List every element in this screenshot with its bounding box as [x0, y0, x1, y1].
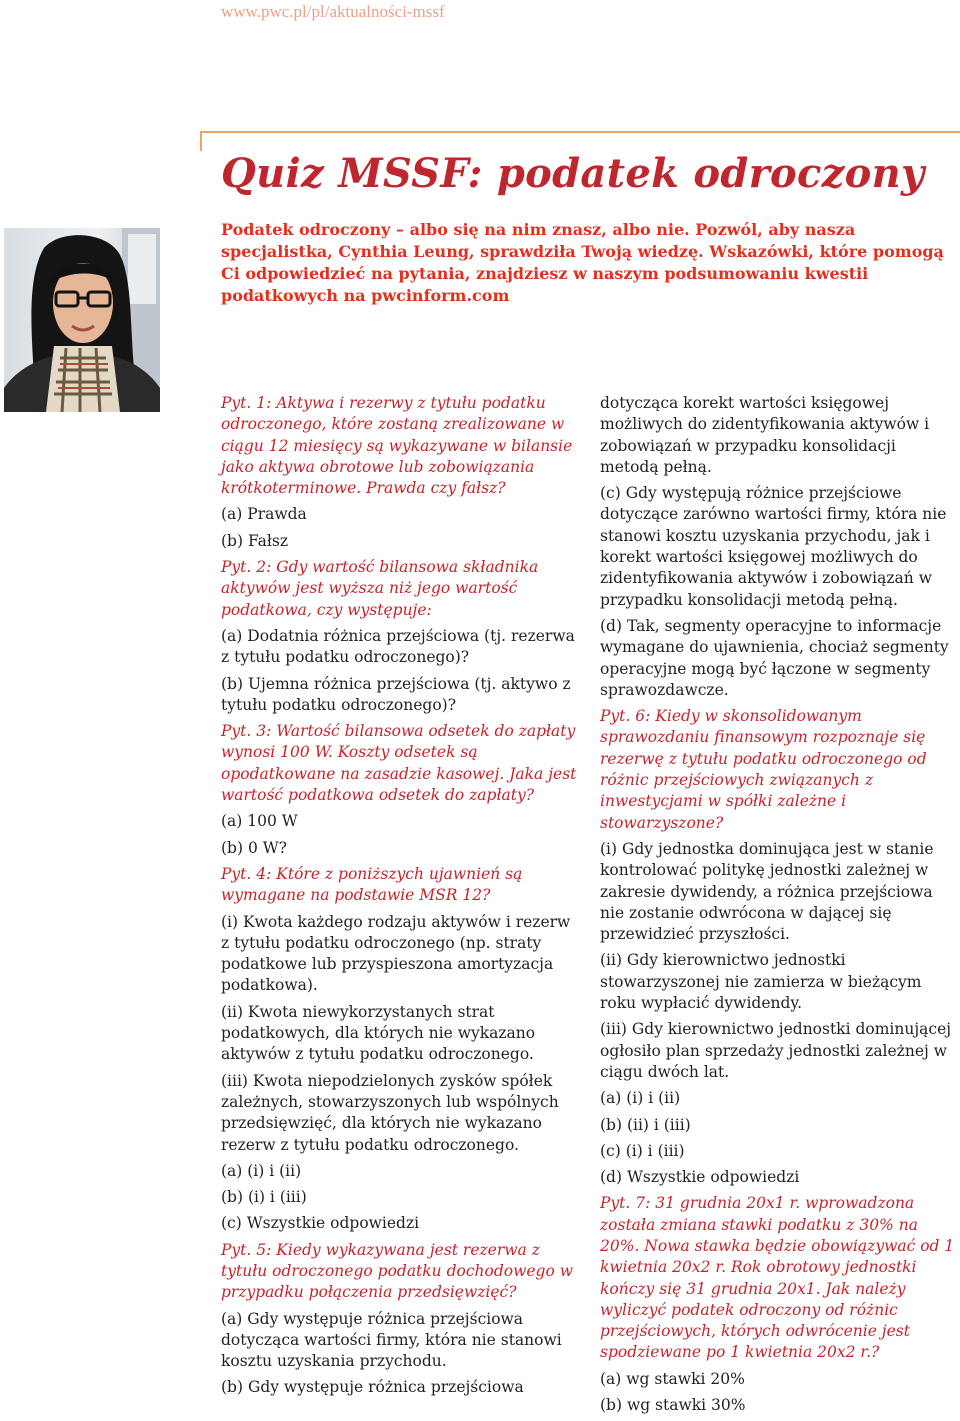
left-column	[221, 393, 581, 1404]
portrait-photo-icon	[4, 228, 160, 412]
answer-option: (b) Ujemna różnica przejściowa (tj. aktywo z tytułu podatku odroczonego)?	[221, 674, 571, 714]
answer-option: (ii) Kwota niewykorzystanych strat podatkowych, dla których nie wykazano aktywów z tytułu podatku odroczonego.	[221, 1002, 536, 1064]
answer-option: (b) Gdy występuje różnica przejściowa	[221, 1378, 524, 1397]
right-column	[600, 393, 958, 1421]
answer-option: (a) (i) i (ii)	[600, 1089, 681, 1108]
answer-option: (a) Gdy występuje różnica przejściowa dotycząca wartości firmy, która nie stanowi kosztu uzyskania przychodu.	[221, 1309, 562, 1371]
question-3: Pyt. 3: Wartość bilansowa odsetek do zapłaty wynosi 100 W. Koszty odsetek są opodatkowane na zasadzie kasowej. Jaka jest wartość podatkowa odsetek do zapłaty?	[221, 722, 577, 805]
answer-option: (d) Tak, segmenty operacyjne to informacje wymagane do ujawnienia, chociaż segmenty operacyjne mogą być łączone w segmenty sprawozdawcze.	[600, 616, 949, 699]
question-5: Pyt. 5: Kiedy wykazywana jest rezerwa z tytułu odroczonego podatku dochodowego w przypadku połączenia przedsięwzięć?	[221, 1240, 573, 1302]
answer-option: (a) wg stawki 20%	[600, 1369, 745, 1388]
answer-option: (a) (i) i (ii)	[221, 1161, 302, 1180]
page-title: Quiz MSSF: podatek odroczony	[221, 150, 925, 197]
question-1: Pyt. 1: Aktywa i rezerwy z tytułu podatku odroczonego, które zostaną zrealizowane w ciągu 12 miesięcy są wykazywane w bilansie jako aktywa obrotowe lub zobowiązania krótkoterminowe. Prawda czy fałsz?	[221, 394, 573, 498]
question-7: Pyt. 7: 31 grudnia 20x1 r. wprowadzona została zmiana stawki podatku z 30% na 20%. Nowa stawka będzie obowiązywać od 1 kwietnia 20x2 r. Rok obrotowy jednostki kończy się 31 grudnia 20x1. Jak należy wyliczyć podatek odroczony od różnic przejściowych, których odwrócenie jest spodziewane po 1 kwietnia 20x2 r.?	[600, 1194, 955, 1362]
answer-option: (i) Kwota każdego rodzaju aktywów i rezerw z tytułu podatku odroczonego (np. straty podatkowe lub przyspieszona amortyzacja podatkowa).	[221, 912, 571, 995]
answer-option: (c) Gdy występują różnice przejściowe dotyczące zarówno wartości firmy, która nie stanowi kosztu uzyskania przychodu, jak i korekt wartości księgowej możliwych do zidentyfikowania aktywów i zobowiązań w przypadku konsolidacji metodą pełną.	[600, 484, 947, 609]
answer-option: (b) Fałsz	[221, 531, 289, 550]
question-6: Pyt. 6: Kiedy w skonsolidowanym sprawozdaniu finansowym rozpoznaje się rezerwę z tytułu podatku odroczonego od różnic przejściowych związanych z inwestycjami w spółki zależne i stowarzyszone?	[600, 707, 927, 832]
answer-option: (d) Wszystkie odpowiedzi	[600, 1168, 800, 1187]
answer-option: (a) Prawda	[221, 505, 307, 524]
answer-option: (iii) Gdy kierownictwo jednostki dominującej ogłosiło plan sprzedaży jednostki zależnej w ciągu dwóch lat.	[600, 1020, 952, 1081]
answer-option: (a) Dodatnia różnica przejściowa (tj. rezerwa z tytułu podatku odroczonego)?	[221, 626, 575, 667]
answer-option: (b) wg stawki 30%	[600, 1396, 746, 1415]
answer-option: (iii) Kwota niepodzielonych zysków spółek zależnych, stowarzyszonych lub wspólnych przedsięwzięć, dla których nie wykazano rezerw z tytułu podatku odroczonego.	[221, 1071, 559, 1154]
answer-option: (c) (i) i (iii)	[600, 1141, 685, 1160]
corner-rule-horizontal	[200, 131, 960, 133]
answer-option: (b) 0 W?	[221, 838, 287, 857]
question-2: Pyt. 2: Gdy wartość bilansowa składnika aktywów jest wyższa niż jego wartość podatkowa, czy występuje:	[221, 558, 539, 619]
intro-paragraph: Podatek odroczony – albo się na nim znasz, albo nie. Pozwól, aby nasza specjalistka, Cynthia Leung, sprawdziła Twoją wiedzę. Wskazówki, które pomogą Ci odpowiedzieć na pytania, znajdziesz w naszym podsumowaniu kwestii podatkowych na pwcinform.com	[221, 220, 944, 305]
header-url[interactable]: www.pwc.pl/pl/aktualności-mssf	[221, 2, 445, 21]
answer-option: (a) 100 W	[221, 812, 298, 831]
answer-option: (c) Wszystkie odpowiedzi	[221, 1214, 420, 1233]
question-4: Pyt. 4: Które z poniższych ujawnień są wymagane na podstawie MSR 12?	[221, 864, 523, 905]
corner-rule-vertical	[200, 131, 202, 151]
answer-option: (ii) Gdy kierownictwo jednostki stowarzyszonej nie zamierza w bieżącym roku wypłacić dywidendy.	[600, 951, 922, 1013]
answer-option: (i) Gdy jednostka dominująca jest w stanie kontrolować politykę jednostki zależnej w zakresie dywidendy, a różnica przejściowa nie zostanie odwrócona w dającej się przewidzieć przyszłości.	[600, 839, 934, 944]
answer-option: dotycząca korekt wartości księgowej możliwych do zidentyfikowania aktywów i zobowiązań w przypadku konsolidacji metodą pełną.	[600, 394, 930, 476]
answer-option: (b) (ii) i (iii)	[600, 1115, 691, 1134]
answer-option: (b) (i) i (iii)	[221, 1188, 307, 1207]
